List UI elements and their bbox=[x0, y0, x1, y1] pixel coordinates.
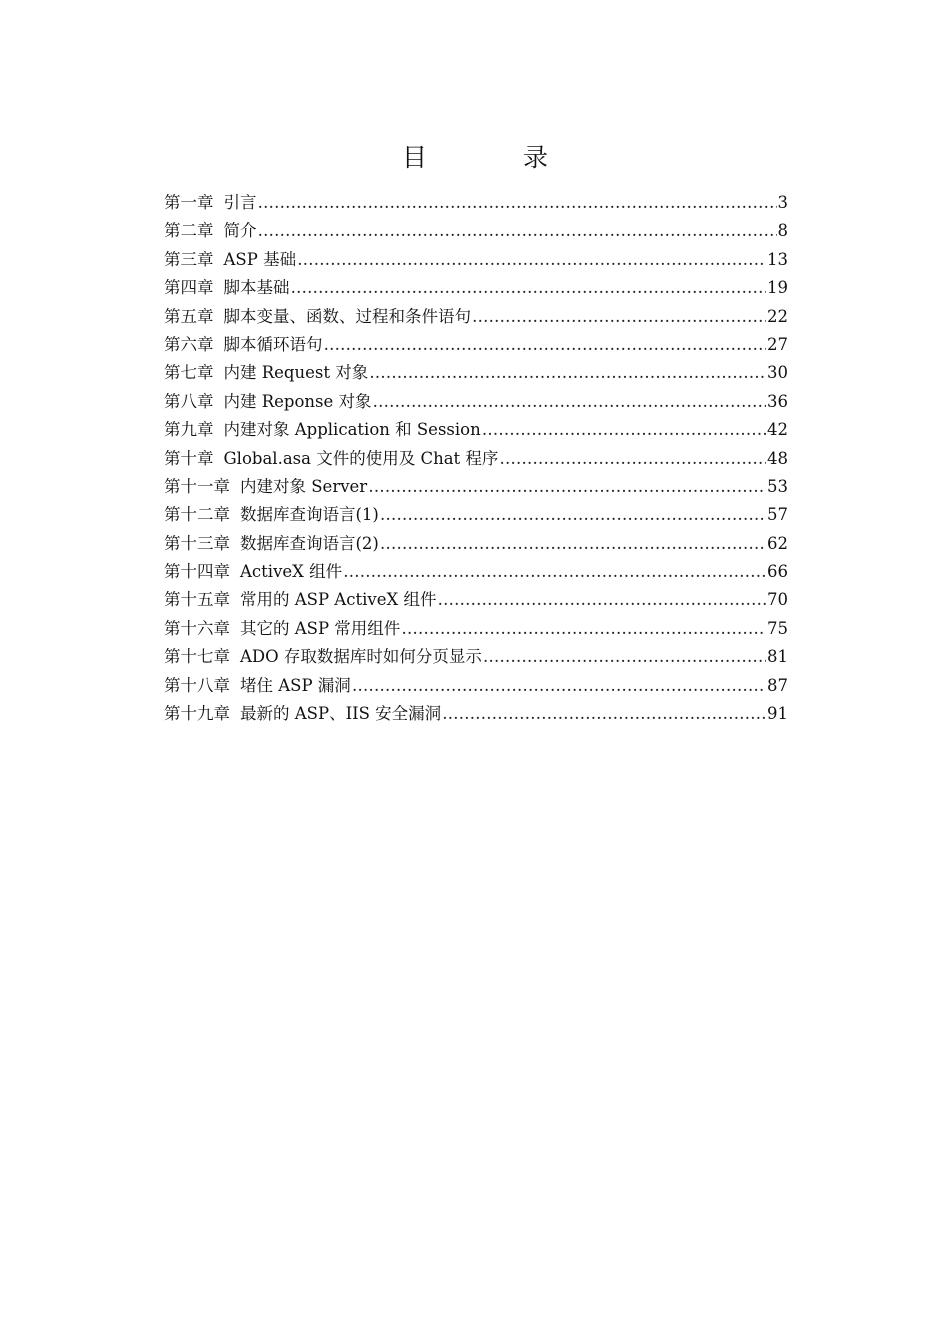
toc-entry-16[interactable] bbox=[164, 615, 788, 643]
toc-page-number: 36 bbox=[767, 391, 788, 411]
toc-chapter: 第三章 bbox=[164, 249, 214, 269]
toc-chapter: 第十七章 bbox=[164, 647, 230, 667]
toc-entry-title: 内建对象 Server bbox=[240, 476, 368, 496]
toc-page-number: 8 bbox=[777, 221, 788, 241]
toc-chapter: 第六章 bbox=[164, 334, 214, 354]
dot-leader bbox=[472, 303, 766, 331]
toc-chapter: 第十九章 bbox=[164, 704, 230, 724]
toc-chapter: 第十一章 bbox=[164, 476, 230, 496]
toc-page-number: 81 bbox=[767, 647, 788, 667]
toc-entry-title: 数据库查询语言(1) bbox=[240, 505, 379, 525]
toc-entry-title: 脚本变量、函数、过程和条件语句 bbox=[223, 306, 471, 326]
dot-leader bbox=[369, 359, 766, 387]
dot-leader bbox=[380, 501, 766, 529]
toc-chapter: 第十六章 bbox=[164, 618, 230, 638]
dot-leader bbox=[442, 700, 766, 728]
table-of-contents bbox=[164, 189, 788, 728]
toc-entry-title: 数据库查询语言(2) bbox=[240, 533, 379, 553]
toc-entry-2[interactable] bbox=[164, 217, 788, 245]
dot-leader bbox=[483, 643, 766, 671]
dot-leader bbox=[437, 586, 766, 614]
dot-leader bbox=[482, 416, 766, 444]
toc-chapter: 第七章 bbox=[164, 363, 214, 383]
toc-chapter: 第十八章 bbox=[164, 675, 230, 695]
toc-title-char-2: 录 bbox=[523, 143, 549, 172]
toc-chapter: 第五章 bbox=[164, 306, 214, 326]
toc-chapter: 第二章 bbox=[164, 221, 214, 241]
toc-page-number: 19 bbox=[767, 278, 788, 298]
toc-entry-title: 其它的 ASP 常用组件 bbox=[240, 618, 401, 638]
toc-entry-title: 最新的 ASP、IIS 安全漏洞 bbox=[240, 704, 442, 724]
dot-leader bbox=[258, 189, 777, 217]
toc-chapter: 第九章 bbox=[164, 420, 214, 440]
toc-entry-4[interactable] bbox=[164, 274, 788, 302]
toc-entry-18[interactable] bbox=[164, 672, 788, 700]
dot-leader bbox=[324, 331, 767, 359]
toc-chapter: 第八章 bbox=[164, 391, 214, 411]
toc-entry-9[interactable] bbox=[164, 416, 788, 444]
toc-chapter: 第十章 bbox=[164, 448, 214, 468]
dot-leader bbox=[297, 246, 766, 274]
toc-page-number: 42 bbox=[767, 420, 788, 440]
toc-chapter: 第十五章 bbox=[164, 590, 230, 610]
dot-leader bbox=[499, 445, 766, 473]
toc-entry-title: Global.asa 文件的使用及 Chat 程序 bbox=[223, 448, 499, 468]
dot-leader bbox=[352, 672, 766, 700]
toc-page-number: 3 bbox=[777, 193, 788, 212]
toc-page-number: 22 bbox=[767, 306, 788, 326]
toc-entry-10[interactable] bbox=[164, 445, 788, 473]
toc-entry-title: 内建 Reponse 对象 bbox=[223, 391, 372, 411]
toc-chapter: 第十二章 bbox=[164, 505, 230, 525]
dot-leader bbox=[380, 530, 766, 558]
toc-title-char-1: 目 bbox=[401, 143, 427, 172]
dot-leader bbox=[258, 217, 777, 245]
toc-page-number: 70 bbox=[767, 590, 788, 610]
toc-page-number: 13 bbox=[767, 249, 788, 269]
toc-entry-title: 堵住 ASP 漏洞 bbox=[240, 675, 351, 695]
toc-entry-title: 简介 bbox=[223, 221, 257, 241]
toc-entry-14[interactable] bbox=[164, 558, 788, 586]
toc-page-number: 66 bbox=[767, 562, 788, 582]
toc-chapter: 第一章 bbox=[164, 193, 214, 212]
toc-page-number: 62 bbox=[767, 533, 788, 553]
toc-entry-5[interactable] bbox=[164, 303, 788, 331]
toc-entry-title: ASP 基础 bbox=[223, 249, 297, 269]
toc-chapter: 第十三章 bbox=[164, 533, 230, 553]
toc-entry-title: ADO 存取数据库时如何分页显示 bbox=[240, 647, 482, 667]
toc-page-number: 53 bbox=[767, 476, 788, 496]
dot-leader bbox=[373, 388, 766, 416]
toc-page-number: 87 bbox=[767, 675, 788, 695]
toc-entry-8[interactable] bbox=[164, 388, 788, 416]
toc-entry-17[interactable] bbox=[164, 643, 788, 671]
dot-leader bbox=[343, 558, 766, 586]
toc-page-number: 48 bbox=[767, 448, 788, 468]
dot-leader bbox=[368, 473, 766, 501]
toc-chapter: 第四章 bbox=[164, 278, 214, 298]
toc-entry-13[interactable] bbox=[164, 530, 788, 558]
toc-entry-title: 内建对象 Application 和 Session bbox=[223, 420, 481, 440]
toc-entry-title: 内建 Request 对象 bbox=[223, 363, 369, 383]
toc-chapter: 第十四章 bbox=[164, 562, 230, 582]
toc-entry-15[interactable] bbox=[164, 586, 788, 614]
toc-title bbox=[0, 138, 950, 174]
dot-leader bbox=[401, 615, 766, 643]
toc-entry-title: 常用的 ASP ActiveX 组件 bbox=[240, 590, 437, 610]
toc-entry-19[interactable] bbox=[164, 700, 788, 728]
toc-entry-1[interactable] bbox=[164, 189, 788, 217]
toc-entry-7[interactable] bbox=[164, 359, 788, 387]
dot-leader bbox=[291, 274, 767, 302]
toc-page-number: 91 bbox=[767, 704, 788, 724]
toc-entry-11[interactable] bbox=[164, 473, 788, 501]
toc-page-number: 27 bbox=[767, 334, 788, 354]
toc-entry-title: ActiveX 组件 bbox=[240, 562, 343, 582]
toc-page-number: 57 bbox=[767, 505, 788, 525]
toc-entry-title: 脚本循环语句 bbox=[223, 334, 323, 354]
toc-entry-3[interactable] bbox=[164, 246, 788, 274]
toc-page-number: 75 bbox=[767, 618, 788, 638]
toc-entry-6[interactable] bbox=[164, 331, 788, 359]
toc-entry-12[interactable] bbox=[164, 501, 788, 529]
toc-entry-title: 引言 bbox=[223, 193, 257, 212]
toc-entry-title: 脚本基础 bbox=[223, 278, 290, 298]
toc-page-number: 30 bbox=[767, 363, 788, 383]
